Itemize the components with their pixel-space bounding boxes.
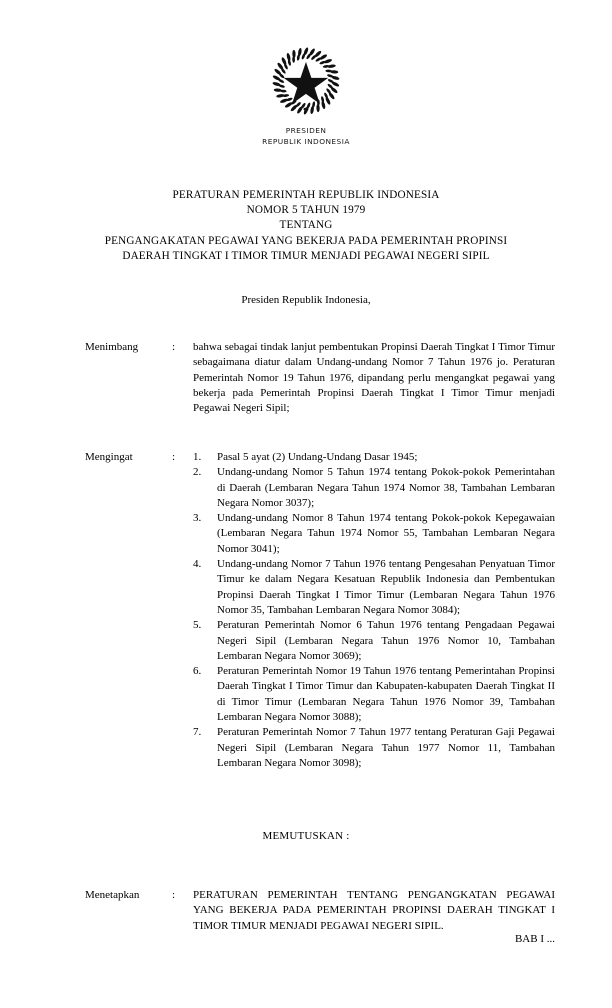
list-item — [193, 557, 555, 618]
authority-line: Presiden Republik Indonesia, — [241, 294, 371, 306]
menetapkan-body — [193, 888, 555, 934]
list-item-text: Undang-undang Nomor 8 Tahun 1974 tentang Pokok-pokok Kepegawaian (Lembaran Negara Tahun 1974 Nomor 55, Tambahan Lembaran Negara Nomor 3041); — [217, 512, 555, 555]
mengingat-body — [193, 450, 555, 771]
title-line-1: PERATURAN PEMERINTAH REPUBLIK INDONESIA — [172, 189, 440, 201]
memutuskan-heading: MEMUTUSKAN : — [262, 830, 350, 842]
menimbang-label: Menimbang — [85, 341, 139, 353]
next-section-marker: BAB I ... — [514, 933, 555, 945]
list-item-number: 4. — [193, 558, 202, 571]
list-item — [193, 465, 555, 511]
list-item — [193, 450, 555, 465]
list-item-text: Peraturan Pemerintah Nomor 7 Tahun 1977 tentang Peraturan Gaji Pegawai Negeri Sipil (Lembaran Negara Tahun 1977 Nomor 11, Tambahan Lembaran Negara Nomor 3098); — [217, 726, 555, 769]
list-item — [193, 618, 555, 664]
mengingat-colon: : — [172, 451, 176, 463]
title-line-3: TENTANG — [279, 219, 333, 232]
document-title — [56, 188, 556, 264]
title-line-4: PENGANGAKATAN PEGAWAI YANG BEKERJA PADA PEMERINTAH PROPINSI — [104, 234, 508, 247]
list-item-text: Undang-undang Nomor 7 Tahun 1976 tentang Pengesahan Penyatuan Timor Timur ke dalam Negara Kesatuan Republik Indonesia dan Pembentukan Propinsi Daerah Tingkat I Timor Timur (Lembaran Negara Tahun 1976 Nomor 35, Tambahan Lembaran Negara Nomor 3084); — [217, 558, 555, 616]
list-item-number: 2. — [193, 466, 202, 479]
list-item-number: 6. — [193, 665, 202, 678]
emblem-caption — [0, 126, 612, 147]
clause-mengingat — [85, 450, 555, 771]
emblem-caption-line-1: PRESIDEN — [285, 126, 327, 135]
clause-menimbang — [85, 340, 555, 416]
list-item-number: 5. — [193, 619, 202, 632]
clause-menetapkan — [85, 888, 555, 934]
emblem-caption-line-2: REPUBLIK INDONESIA — [262, 136, 350, 146]
mengingat-label: Mengingat — [85, 451, 133, 463]
list-item — [193, 725, 555, 771]
menetapkan-label: Menetapkan — [85, 889, 140, 901]
title-line-5: DAERAH TINGKAT I TIMOR TIMUR MENJADI PEGAWAI NEGERI SIPIL — [122, 249, 490, 262]
list-item-text: Peraturan Pemerintah Nomor 19 Tahun 1976 tentang Pemerintahan Propinsi Daerah Tingkat I Timor Timur dan Kabupaten-kabupaten Daerah Tingkat II di Timor Timur (Lembaran Negara Tahun 1976 Nomor 39, Tambahan Lembaran Negara Nomor 3088); — [217, 665, 555, 724]
menetapkan-colon: : — [172, 889, 176, 901]
list-item-number: 3. — [193, 512, 202, 525]
title-line-2: NOMOR 5 TAHUN 1979 — [246, 204, 366, 217]
law-reference-list — [193, 450, 555, 771]
list-item-number: 7. — [193, 726, 202, 739]
list-item-text: Peraturan Pemerintah Nomor 6 Tahun 1976 tentang Pengadaan Pegawai Negeri Sipil (Lembaran Negara Tahun 1976 Nomor 10, Tambahan Lembaran Negara Nomor 3069); — [217, 619, 555, 662]
list-item-text: Pasal 5 ayat (2) Undang-Undang Dasar 1945; — [217, 451, 418, 463]
menimbang-text: bahwa sebagai tindak lanjut pembentukan Propinsi Daerah Tingkat I Timor Timur sebagaimana diatur dalam Undang-undang Nomor 7 Tahun 1976 jo. Peraturan Pemerintah Nomor 19 Tahun 1976, dipandang perlu mengangkat pegawai yang bekerja pada Pemerintah Propinsi Daerah Tingkat I Timor Timur menjadi Pegawai Negeri Sipil; — [193, 341, 555, 415]
menimbang-colon: : — [172, 341, 176, 353]
list-item-text: Undang-undang Nomor 5 Tahun 1974 tentang Pokok-pokok Pemerintahan di Daerah (Lembaran Negara Tahun 1974 Nomor 38, Tambahan Lembaran Negara Nomor 3037); — [217, 466, 555, 509]
menimbang-body — [193, 340, 555, 416]
presidential-seal-icon — [269, 44, 343, 118]
menetapkan-text: PERATURAN PEMERINTAH TENTANG PENGANGKATAN PEGAWAI YANG BEKERJA PADA PEMERINTAH PROPINSI DAERAH TINGKAT I TIMOR TIMUR MENJADI PEGAWAI NEGERI SIPIL. — [193, 889, 555, 932]
list-item — [193, 664, 555, 725]
emblem-block — [0, 44, 612, 147]
list-item — [193, 511, 555, 557]
list-item-number: 1. — [193, 451, 202, 463]
